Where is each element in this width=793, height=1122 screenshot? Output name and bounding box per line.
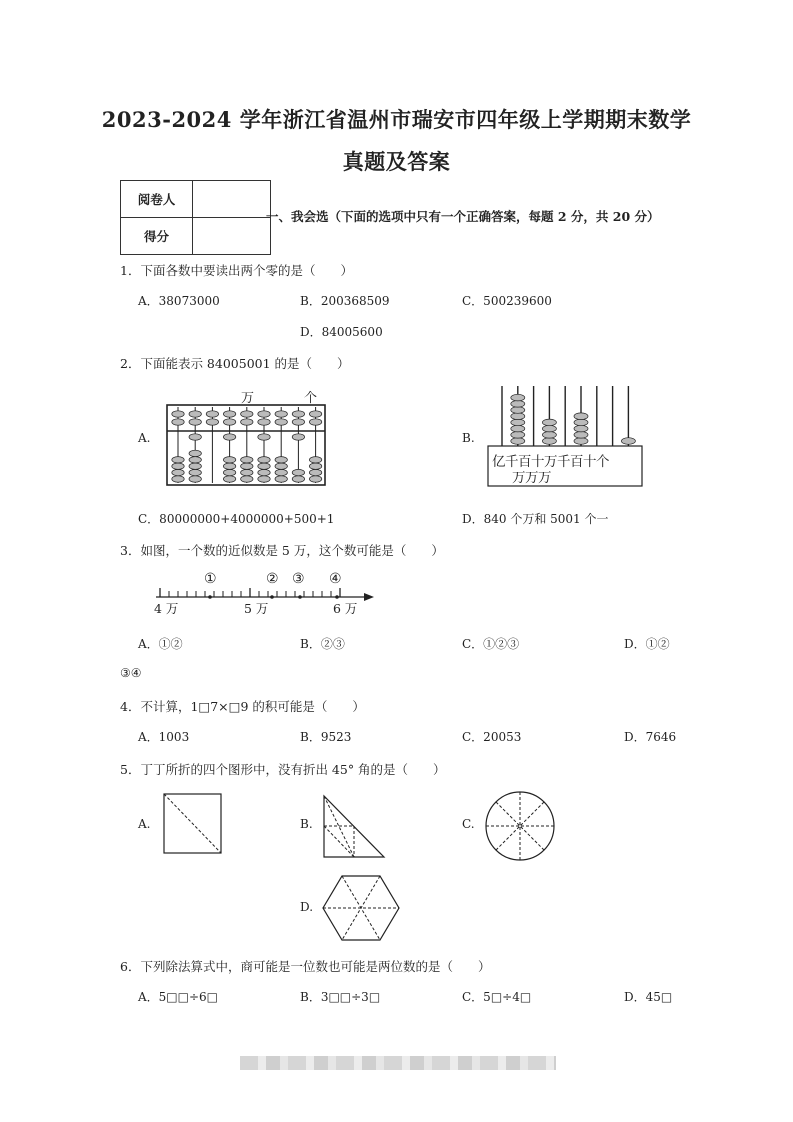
q3-option-b: B．②③ [300, 637, 345, 651]
abacus-b-bead [511, 394, 525, 401]
q3-option-d-cont: ③④ [120, 666, 142, 680]
abacus-a-bead [241, 457, 253, 463]
q5-option-a: A. [138, 817, 151, 831]
abacus-a-bead [223, 476, 235, 482]
abacus-a-bead [206, 419, 218, 425]
abacus-a-bead [172, 457, 184, 463]
mark-1: ① [204, 571, 217, 587]
q1-option-b: B．200368509 [300, 294, 390, 308]
section-heading: 一、我会选（下面的选项中只有一个正确答案，每题 2 分，共 20 分） [266, 209, 660, 224]
folded-circle-figure [484, 790, 556, 862]
abacus-a-bead [189, 450, 201, 456]
q3-stem: 3．如图，一个数的近似数是 5 万，这个数可能是（ ） [120, 543, 444, 558]
abacus-a-bead [275, 463, 287, 469]
abacus-b-bead [542, 438, 556, 445]
q6-option-a: A．5□□÷6□ [138, 990, 219, 1004]
q6-option-c: C．5□÷4□ [462, 990, 532, 1004]
q4-option-a: A．1003 [138, 730, 190, 744]
abacus-a-bead [223, 457, 235, 463]
number-line-point [298, 595, 302, 599]
abacus-a-bead [309, 411, 321, 417]
abacus-b-bead [574, 425, 588, 432]
abacus-b-bead [511, 413, 525, 420]
abacus-a-bead [309, 457, 321, 463]
abacus-a-bead [309, 469, 321, 475]
blurred-footer [240, 1056, 556, 1070]
abacus-a-diagram [166, 404, 326, 486]
score-label: 得分 [121, 218, 193, 255]
q6-stem: 6．下列除法算式中，商可能是一位数也可能是两位数的是（ ） [120, 959, 491, 974]
abacus-a-bead [189, 434, 201, 440]
abacus-a-bead [189, 469, 201, 475]
q4-option-c: C．20053 [462, 730, 522, 744]
abacus-wan-label: 万 [241, 391, 255, 406]
abacus-b-bead [511, 425, 525, 432]
q6-option-d: D．45□ [624, 990, 673, 1004]
abacus-a-bead [275, 476, 287, 482]
q2-option-c: C．80000000+4000000+500+1 [138, 512, 335, 526]
q5-option-c: C. [462, 817, 475, 831]
abacus-a-bead [292, 469, 304, 475]
q3-option-d: D．①② [624, 637, 670, 651]
q1-option-a: A．38073000 [138, 294, 220, 308]
abacus-a-bead [223, 419, 235, 425]
mark-3: ③ [292, 571, 305, 587]
abacus-a-bead [258, 457, 270, 463]
reviewer-cell [193, 181, 271, 218]
mark-4: ④ [329, 571, 342, 587]
abacus-b-labels-row1: 亿千百十万千百十个 [492, 454, 609, 470]
abacus-a-bead [172, 469, 184, 475]
abacus-b-bead [621, 438, 635, 445]
q1-stem: 1．下面各数中要读出两个零的是（ ） [120, 263, 353, 278]
abacus-b-bead [511, 438, 525, 445]
abacus-a-bead [189, 411, 201, 417]
abacus-a-bead [275, 469, 287, 475]
abacus-a-bead [223, 434, 235, 440]
abacus-a-bead [241, 469, 253, 475]
tick-label-6wan: 6 万 [333, 601, 358, 616]
q5-option-d: D. [300, 900, 314, 914]
abacus-b-bead [511, 407, 525, 414]
tick-label-5wan: 5 万 [244, 601, 269, 616]
abacus-a-bead [309, 419, 321, 425]
reviewer-label: 阅卷人 [121, 181, 193, 218]
q2-option-b: B. [462, 431, 475, 445]
abacus-a-bead [189, 463, 201, 469]
q1-option-d: D．84005600 [300, 325, 383, 339]
abacus-a-bead [223, 463, 235, 469]
abacus-a-bead [275, 457, 287, 463]
abacus-b-bead [511, 419, 525, 426]
abacus-a-bead [189, 457, 201, 463]
abacus-b-bead [511, 432, 525, 439]
abacus-a-bead [189, 419, 201, 425]
mark-2: ② [266, 571, 279, 587]
q4-stem: 4．不计算，1□7×□9 的积可能是（ ） [120, 699, 365, 714]
abacus-a-bead [258, 419, 270, 425]
abacus-b-labels-row2: 万万万 [512, 470, 551, 486]
abacus-b-bead [511, 401, 525, 408]
abacus-a-bead [172, 463, 184, 469]
number-line-point [208, 595, 212, 599]
q5-stem: 5．丁丁所折的四个图形中，没有折出 45° 角的是（ ） [120, 762, 446, 777]
folded-square-figure [163, 793, 223, 855]
abacus-a-bead [172, 419, 184, 425]
abacus-b-bead [542, 432, 556, 439]
abacus-b-bead [574, 413, 588, 420]
q2-stem: 2．下面能表示 84005001 的是（ ） [120, 356, 350, 371]
abacus-a-bead [241, 411, 253, 417]
page-title-line2: 真题及答案 [342, 149, 451, 174]
abacus-a-bead [258, 434, 270, 440]
q5-option-b: B. [300, 817, 313, 831]
abacus-a-bead [275, 419, 287, 425]
number-line-point [270, 595, 274, 599]
abacus-a-bead [292, 434, 304, 440]
abacus-a-bead [309, 463, 321, 469]
abacus-b-bead [574, 419, 588, 426]
score-table [120, 180, 271, 255]
abacus-a-bead [241, 463, 253, 469]
abacus-a-bead [292, 476, 304, 482]
abacus-b-bead [574, 438, 588, 445]
abacus-b-bead [542, 425, 556, 432]
abacus-b-bead [542, 419, 556, 426]
folded-triangle-figure [322, 794, 386, 860]
abacus-a-bead [258, 476, 270, 482]
abacus-a-bead [223, 411, 235, 417]
abacus-a-bead [172, 411, 184, 417]
score-cell [193, 218, 271, 255]
q1-option-c: C．500239600 [462, 294, 552, 308]
abacus-b-bead [574, 432, 588, 439]
q3-option-a: A．①② [138, 637, 183, 651]
abacus-ge-label: 个 [304, 391, 318, 406]
abacus-a-bead [292, 411, 304, 417]
q6-option-b: B．3□□÷3□ [300, 990, 381, 1004]
abacus-a-bead [241, 476, 253, 482]
tick-label-4wan: 4 万 [154, 601, 179, 616]
q2-option-d: D．840 个万和 5001 个一 [462, 512, 609, 526]
abacus-a-bead [258, 463, 270, 469]
abacus-a-bead [241, 419, 253, 425]
abacus-a-bead [206, 411, 218, 417]
q2-option-a: A. [138, 431, 151, 445]
q3-option-c: C．①②③ [462, 637, 520, 651]
abacus-a-bead [292, 419, 304, 425]
abacus-a-bead [258, 469, 270, 475]
abacus-a-bead [275, 411, 287, 417]
abacus-a-bead [223, 469, 235, 475]
abacus-a-bead [258, 411, 270, 417]
q4-option-b: B．9523 [300, 730, 352, 744]
abacus-b-diagram [486, 384, 646, 488]
abacus-a-bead [172, 476, 184, 482]
page-title: 2023-2024 学年浙江省温州市瑞安市四年级上学期期末数学 [101, 107, 692, 132]
abacus-a-bead [189, 476, 201, 482]
abacus-a-bead [309, 476, 321, 482]
folded-hexagon-figure [322, 874, 400, 942]
q4-option-d: D．7646 [624, 730, 677, 744]
